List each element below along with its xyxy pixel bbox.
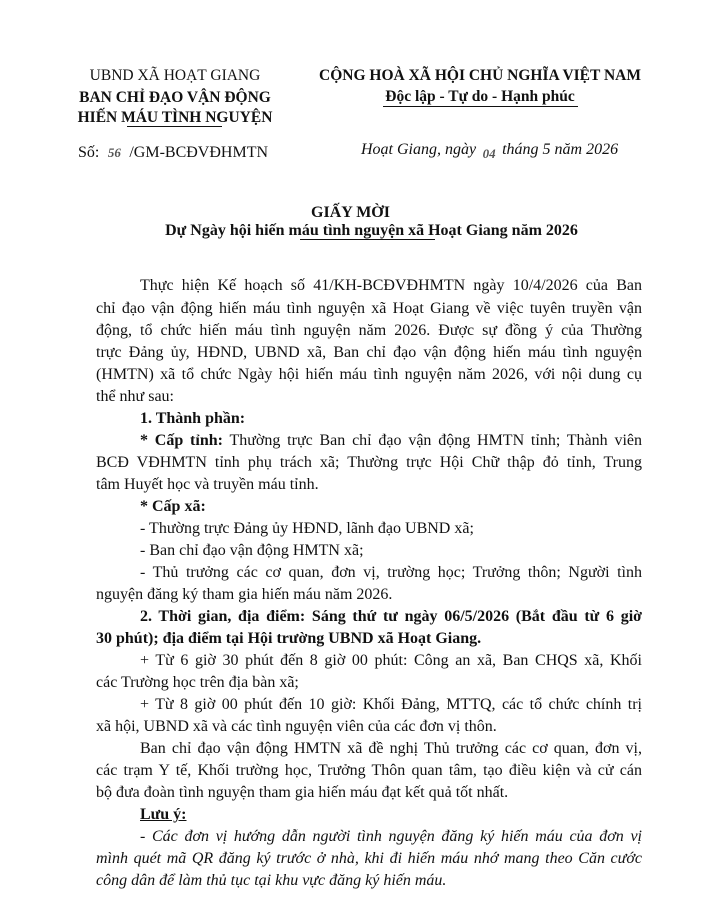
note-label: Lưu ý: [140, 806, 187, 823]
committee-name-line1: BAN CHỈ ĐẠO VẬN ĐỘNG [79, 89, 271, 106]
intro-line: động, tổ chức hiến máu tình nguyện năm 2026. Được sự đồng ý của Thường [96, 322, 642, 339]
request-line: các trạm Y tế, Khối trường học, Trưởng Thôn quan tâm, tạo điều kiện và cử cán [96, 762, 642, 779]
date-day: 04 [482, 146, 496, 161]
section1-heading: 1. Thành phần: [140, 410, 246, 427]
number-value: 56 [107, 145, 121, 160]
note-line: mình quét mã QR đăng ký trước ở nhà, khi đi hiến máu nhớ mang theo Căn cước [96, 850, 642, 867]
commune-item: nguyện đăng ký tham gia hiến máu năm 2026. [96, 586, 393, 603]
document-number [78, 143, 268, 163]
time-slot-2: + Từ 8 giờ 00 phút đến 10 giờ: Khối Đảng, MTTQ, các tổ chức chính trị [140, 696, 642, 713]
issue-date [361, 140, 618, 160]
note-line: công dân để làm thủ tục tại khu vực đăng ký hiến máu. [96, 872, 447, 889]
intro-line: (HMTN) xã tổ chức Ngày hội hiến máu tình nguyện năm 2026, với nội dung cụ [96, 366, 642, 383]
commune-item: - Thủ trưởng các cơ quan, đơn vị, trường học; Trưởng thôn; Người tình [140, 564, 642, 581]
left-header-underline [127, 126, 222, 127]
time-slot-1-cont: các Trường học trên địa bàn xã; [96, 674, 299, 691]
province-line: BCĐ VĐHMTN tỉnh phụ trách xã; Thường trực Hội Chữ thập đỏ tỉnh, Trung [96, 454, 642, 471]
request-line: Ban chỉ đạo vận động HMTN xã đề nghị Thủ trưởng các cơ quan, đơn vị, [140, 740, 642, 757]
section2-line: 30 phút); địa điểm tại Hội trường UBND xã Hoạt Giang. [96, 630, 482, 647]
date-suffix: tháng 5 năm 2026 [502, 141, 619, 158]
commune-item: - Thường trực Đảng ủy HĐND, lãnh đạo UBND xã; [140, 520, 474, 537]
subtitle-underline [300, 239, 435, 240]
note-line: - Các đơn vị hướng dẫn người tình nguyện đăng ký hiến máu của đơn vị [140, 828, 642, 845]
province-paragraph [96, 430, 642, 452]
date-prefix: Hoạt Giang, ngày [361, 141, 477, 158]
intro-line: thể như sau: [96, 388, 174, 405]
national-motto: Độc lập - Tự do - Hạnh phúc [385, 88, 575, 105]
document-subtitle: Dự Ngày hội hiến máu tình nguyện xã Hoạt Giang năm 2026 [165, 222, 578, 239]
number-suffix: /GM-BCĐVĐHMTN [129, 144, 269, 161]
time-slot-2-cont: xã hội, UBND xã và các tình nguyện viên của các đơn vị thôn. [96, 718, 497, 735]
intro-line: trực Đảng ủy, HĐND, UBND xã, Ban chỉ đạo vận động hiến máu tình nguyện [96, 344, 642, 361]
intro-line: Thực hiện Kế hoạch số 41/KH-BCĐVĐHMTN ngày 10/4/2026 của Ban [140, 277, 642, 294]
intro-line: chỉ đạo vận động hiến máu tình nguyện xã Hoạt Giang về việc tuyên truyền vận [96, 300, 642, 317]
section2-line: 2. Thời gian, địa điểm: Sáng thứ tư ngày 06/5/2026 (Bắt đầu từ 6 giờ [140, 608, 642, 625]
document-title: GIẤY MỜI [311, 204, 390, 221]
motto-underline [383, 106, 578, 107]
number-prefix: Số: [78, 144, 100, 161]
commune-label: * Cấp xã: [140, 498, 206, 515]
time-slot-1: + Từ 6 giờ 30 phút đến 8 giờ 00 phút: Công an xã, Ban CHQS xã, Khối [140, 652, 642, 669]
request-line: bộ đưa đoàn tình nguyện tham gia hiến máu đạt kết quả tốt nhất. [96, 784, 509, 801]
province-label: * Cấp tỉnh: [140, 432, 223, 449]
commune-item: - Ban chỉ đạo vận động HMTN xã; [140, 542, 364, 559]
national-title: CỘNG HOÀ XÃ HỘI CHỦ NGHĨA VIỆT NAM [319, 67, 641, 84]
province-line: tâm Huyết học và truyền máu tỉnh. [96, 476, 319, 493]
province-text: Thường trực Ban chỉ đạo vận động HMTN tỉnh; Thành viên [222, 432, 642, 449]
committee-name-line2: HIẾN MÁU TÌNH NGUYỆN [77, 109, 273, 126]
agency-name: UBND XÃ HOẠT GIANG [89, 67, 261, 84]
